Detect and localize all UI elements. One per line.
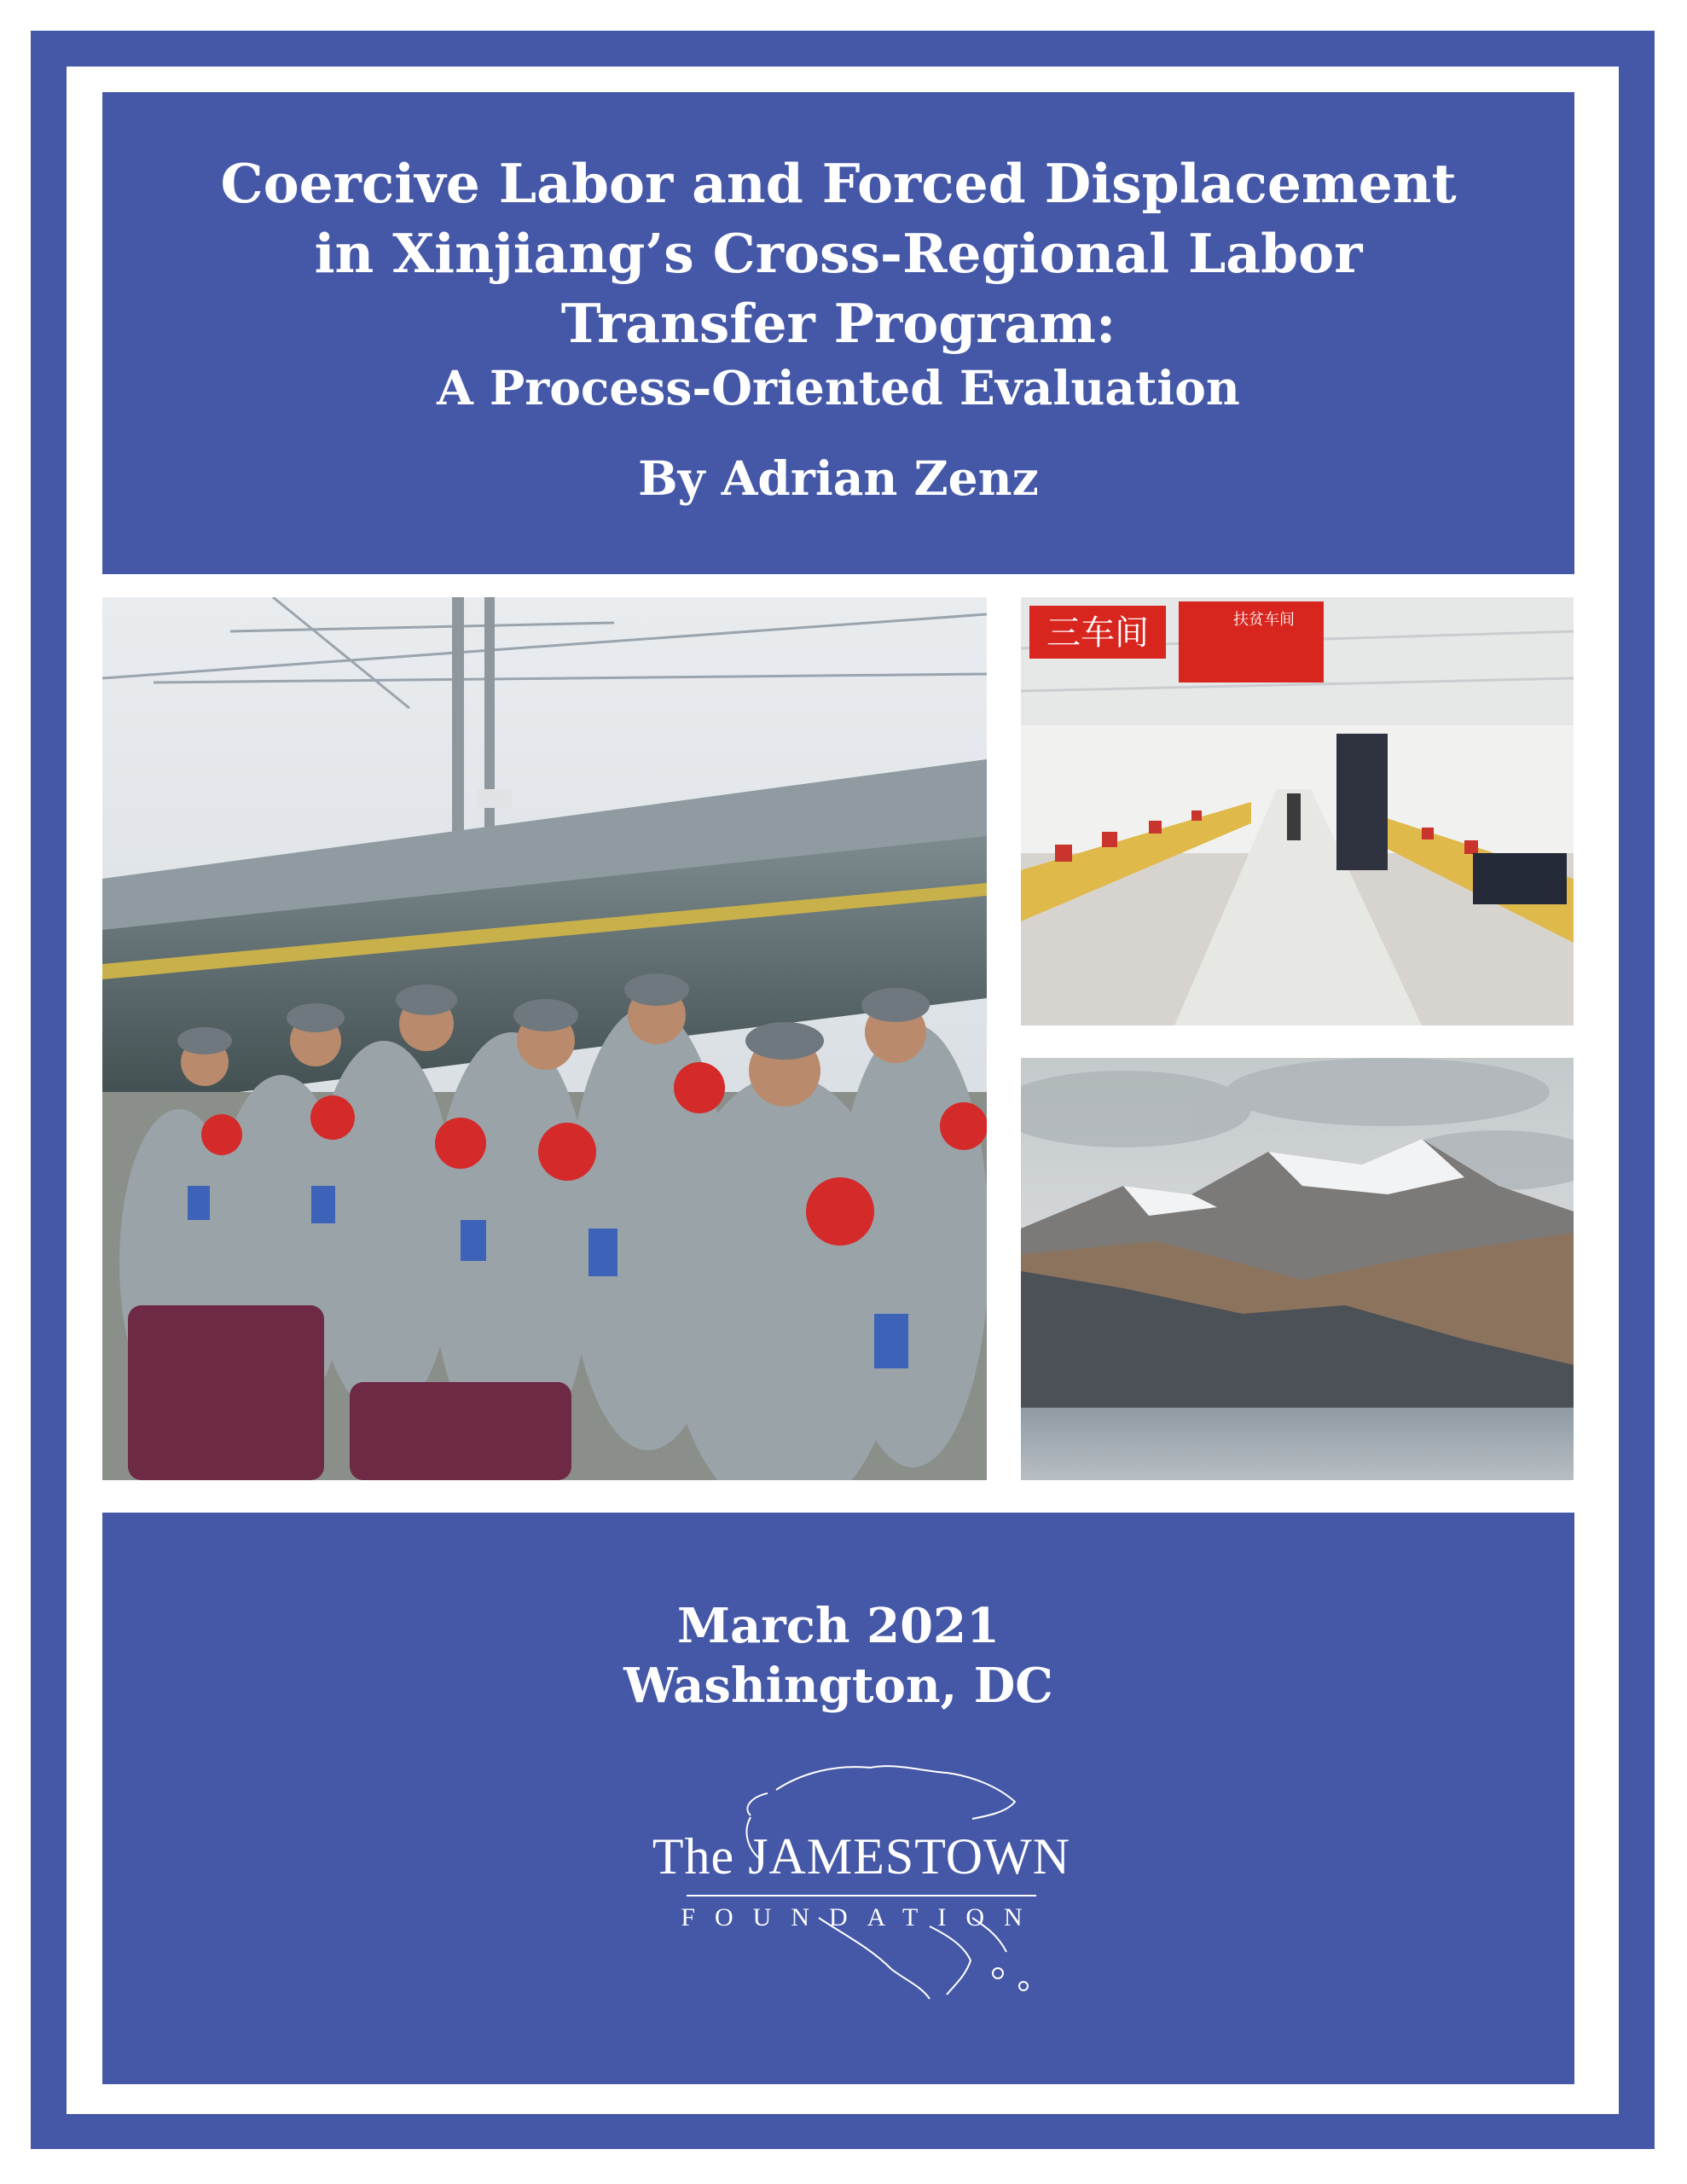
publisher-subname: FOUNDATION (681, 1903, 1042, 1931)
jamestown-logo (648, 1756, 1075, 2012)
publication-panel (102, 1513, 1574, 2084)
mountain-lake-photo (1021, 1058, 1574, 1480)
factory-banner-text: 三车间 (1046, 613, 1149, 653)
factory-photo (1021, 597, 1574, 1025)
title-panel (102, 92, 1574, 574)
publication-date: March 2021 (677, 1598, 1000, 1654)
publication-place: Washington, DC (623, 1658, 1053, 1714)
factory-sign-text: 扶贫车间 (1233, 611, 1295, 629)
report-subtitle: A Process-Oriented Evaluation (437, 360, 1240, 415)
report-title: Coercive Labor and Forced Displacement in Xinjiang’s Cross-Regional Labor Transfer Program: (220, 152, 1457, 355)
publisher-name: The JAMESTOWN (652, 1828, 1071, 1885)
workers-train-photo (102, 597, 987, 1480)
author-byline: By Adrian Zenz (638, 450, 1039, 506)
logo-divider (687, 1895, 1036, 1896)
